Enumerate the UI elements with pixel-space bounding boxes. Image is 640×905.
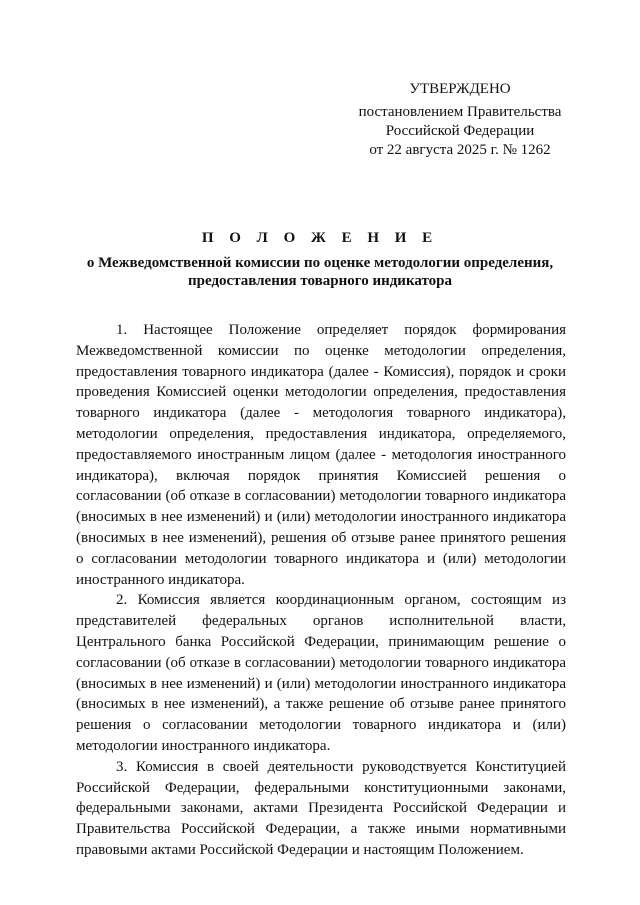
subtitle-line-2: предоставления товарного индикатора xyxy=(188,273,452,289)
document-body xyxy=(76,320,566,861)
paragraph-1: 1. Настоящее Положение определяет порядок формирования Межведомственной комиссии по оценке методологии определения, предоставления товарного индикатора (далее - Комиссия), порядок и сроки проведения Комиссией оценки методологии определения, предоставления товарного индикатора (далее - методология товарного индикатора), методологии определения, предоставления индикатора, определяемого, предоставляемого иностранным лицом (далее - методология иностранного индикатора), включая порядок принятия Комиссией решения о согласовании (об отказе в согласовании) методологии товарного индикатора (вносимых в нее изменений) и (или) методологии иностранного индикатора (вносимых в нее изменений), решения об отзыве ранее принятого решения о согласовании методологии товарного индикатора и (или) методологии иностранного индикатора. xyxy=(76,322,566,588)
approval-line-1: постановлением Правительства xyxy=(358,104,562,120)
approval-date-number: от 22 августа 2025 г. № 1262 xyxy=(369,142,551,158)
approval-stamp: УТВЕРЖДЕНО xyxy=(409,81,511,97)
document-title: П О Л О Ж Е Н И Е xyxy=(201,230,439,246)
approval-line-2: Российской Федерации xyxy=(385,123,535,139)
subtitle-line-1: о Межведомственной комиссии по оценке методологии определения, xyxy=(86,255,554,271)
approval-block xyxy=(330,80,590,160)
document-subtitle xyxy=(60,254,580,290)
paragraph-3: 3. Комиссия в своей деятельности руководствуется Конституцией Российской Федерации, федеральными конституционными законами, федеральными законами, актами Президента Российской Федерации и Правительства Российской Федерации, а также иными нормативными правовыми актами Российской Федерации и настоящим Положением. xyxy=(76,758,566,858)
paragraph-2: 2. Комиссия является координационным органом, состоящим из представителей федеральных органов исполнительной власти, Центрального банка Российской Федерации, принимающим решение о согласовании (об отказе в согласовании) методологии товарного индикатора (вносимых в нее изменений) и (или) методологии иностранного индикатора (вносимых в нее изменений), а также решение об отзыве ранее принятого решения о согласовании методологии товарного индикатора и (или) методологии иностранного индикатора. xyxy=(76,592,566,754)
